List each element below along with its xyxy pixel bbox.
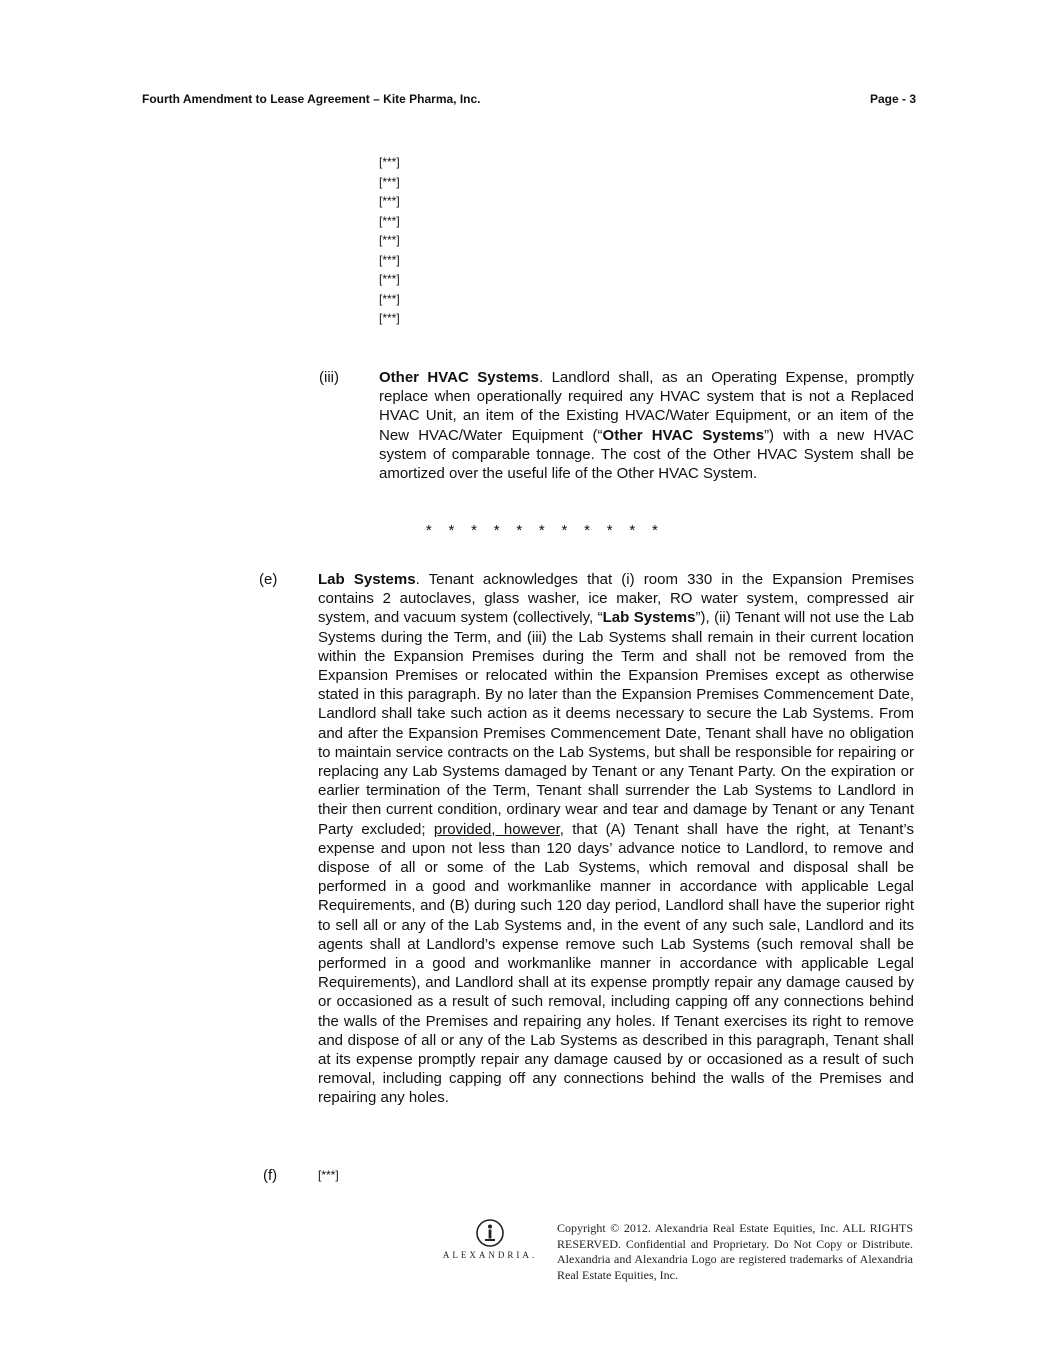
section-separator: * * * * * * * * * * * [425, 522, 665, 539]
section-e-heading: Lab Systems [318, 571, 416, 588]
section-iii-defined-term: Other HVAC Systems [602, 426, 765, 444]
section-e-label: (e) [259, 571, 278, 588]
document-title: Fourth Amendment to Lease Agreement – Kite Pharma, Inc. [142, 92, 481, 106]
section-e-paragraph [318, 570, 914, 1108]
redaction-marker: [***] [379, 213, 400, 228]
copyright-notice: Copyright © 2012. Alexandria Real Estate Equities, Inc. ALL RIGHTS RESERVED. Confidential and Proprietary. Do Not Copy or Distribute. Alexandria and Alexandria Logo are registered trademarks of Alexandria Real Estate Equities, Inc. [557, 1221, 913, 1282]
page-number: Page - 3 [869, 92, 916, 106]
redaction-list [379, 153, 400, 329]
section-iii-text-1: . Landlord shall, as an Operating Expense, promptly replace when operationally required any HVAC system that is not a Replaced HVAC Unit, an item of the Existing HVAC/Water Equipment, or an item of the New HVAC/Water Equipment (“ [379, 369, 915, 444]
section-e-defined-term: Lab Systems [602, 609, 696, 627]
alexandria-emblem-icon [475, 1218, 505, 1248]
redaction-marker: [***] [379, 194, 400, 208]
section-e-proviso: provided, however, [433, 820, 564, 838]
section-f-label: (f) [263, 1167, 278, 1184]
section-e-text-1: . Tenant acknowledges that (i) room 330 in the Expansion Premises contains 2 autoclaves, glass washer, ice maker, RO water system, compressed air system, and vacuum system (collectively, “ [318, 571, 914, 627]
section-e-text-3: that (A) Tenant shall have the right, at Tenant’s expense and upon not less than 120 days’ advance notice to Landlord, to remove and dispose of all or some of the Lab Systems, which removal and disposal shall be performed in a good and workmanlike manner in accordance with applicable Legal Requirements, and (B) during such 120 day period, Landlord shall have the superior right to sell all or any of the Lab Systems and, in the event of any such sale, Landlord and its agents shall at Landlord’s expense remove such Lab Systems (such removal shall be performed in a good and workmanlike manner in accordance with applicable Legal Requirements), and Landlord shall at its expense promptly repair any damage caused by or occasioned as a result of such removal, including capping off any connections behind the walls of the Premises and repairing any holes. If Tenant exercises its right to remove and dispose of all or any of the Lab Systems as described in this paragraph, Tenant shall at its expense promptly repair any damage caused by or occasioned as a result of such removal, including capping off any connections behind the walls of the Premises and repairing any holes. [318, 820, 914, 1107]
section-e-text-2: ”), (ii) Tenant will not use the Lab Systems during the Term, and (iii) the Lab Systems shall remain in their current location within the Expansion Premises during the Term and shall not be removed from the Expansion Premises or relocated within the Expansion Premises except as otherwise stated in this paragraph. By no later than the Expansion Premises Commencement Date, Landlord shall take such action as it deems necessary to secure the Lab Systems. From and after the Expansion Premises Commencement Date, Tenant shall have no obligation to maintain service contracts on the Lab Systems, but shall be responsible for repairing or replacing any Lab Systems damaged by Tenant or any Tenant Party. On the expiration or earlier termination of the Term, Tenant shall surrender the Lab Systems to Landlord in their then current condition, ordinary wear and tear and damage by Tenant or any Tenant Party excluded; [318, 609, 915, 838]
redaction-marker: [***] [379, 233, 400, 247]
redaction-marker: [***] [379, 155, 400, 169]
alexandria-logo [436, 1218, 544, 1260]
section-iii-text-2: ”) with a new HVAC system of comparable tonnage. The cost of the Other HVAC System shall be amortized over the useful life of the Other HVAC System. [379, 426, 914, 483]
redaction-marker: [***] [379, 272, 400, 286]
section-f-redaction: [***] [318, 1168, 339, 1182]
redaction-marker: [***] [379, 174, 400, 189]
section-iii-heading: Other HVAC Systems [379, 369, 539, 386]
redaction-marker: [***] [379, 291, 400, 306]
section-iii-paragraph [379, 368, 914, 483]
redaction-marker: [***] [379, 311, 400, 325]
redaction-marker: [***] [379, 252, 400, 267]
section-iii-label: (iii) [319, 369, 339, 386]
alexandria-wordmark: ALEXANDRIA. [442, 1250, 538, 1260]
